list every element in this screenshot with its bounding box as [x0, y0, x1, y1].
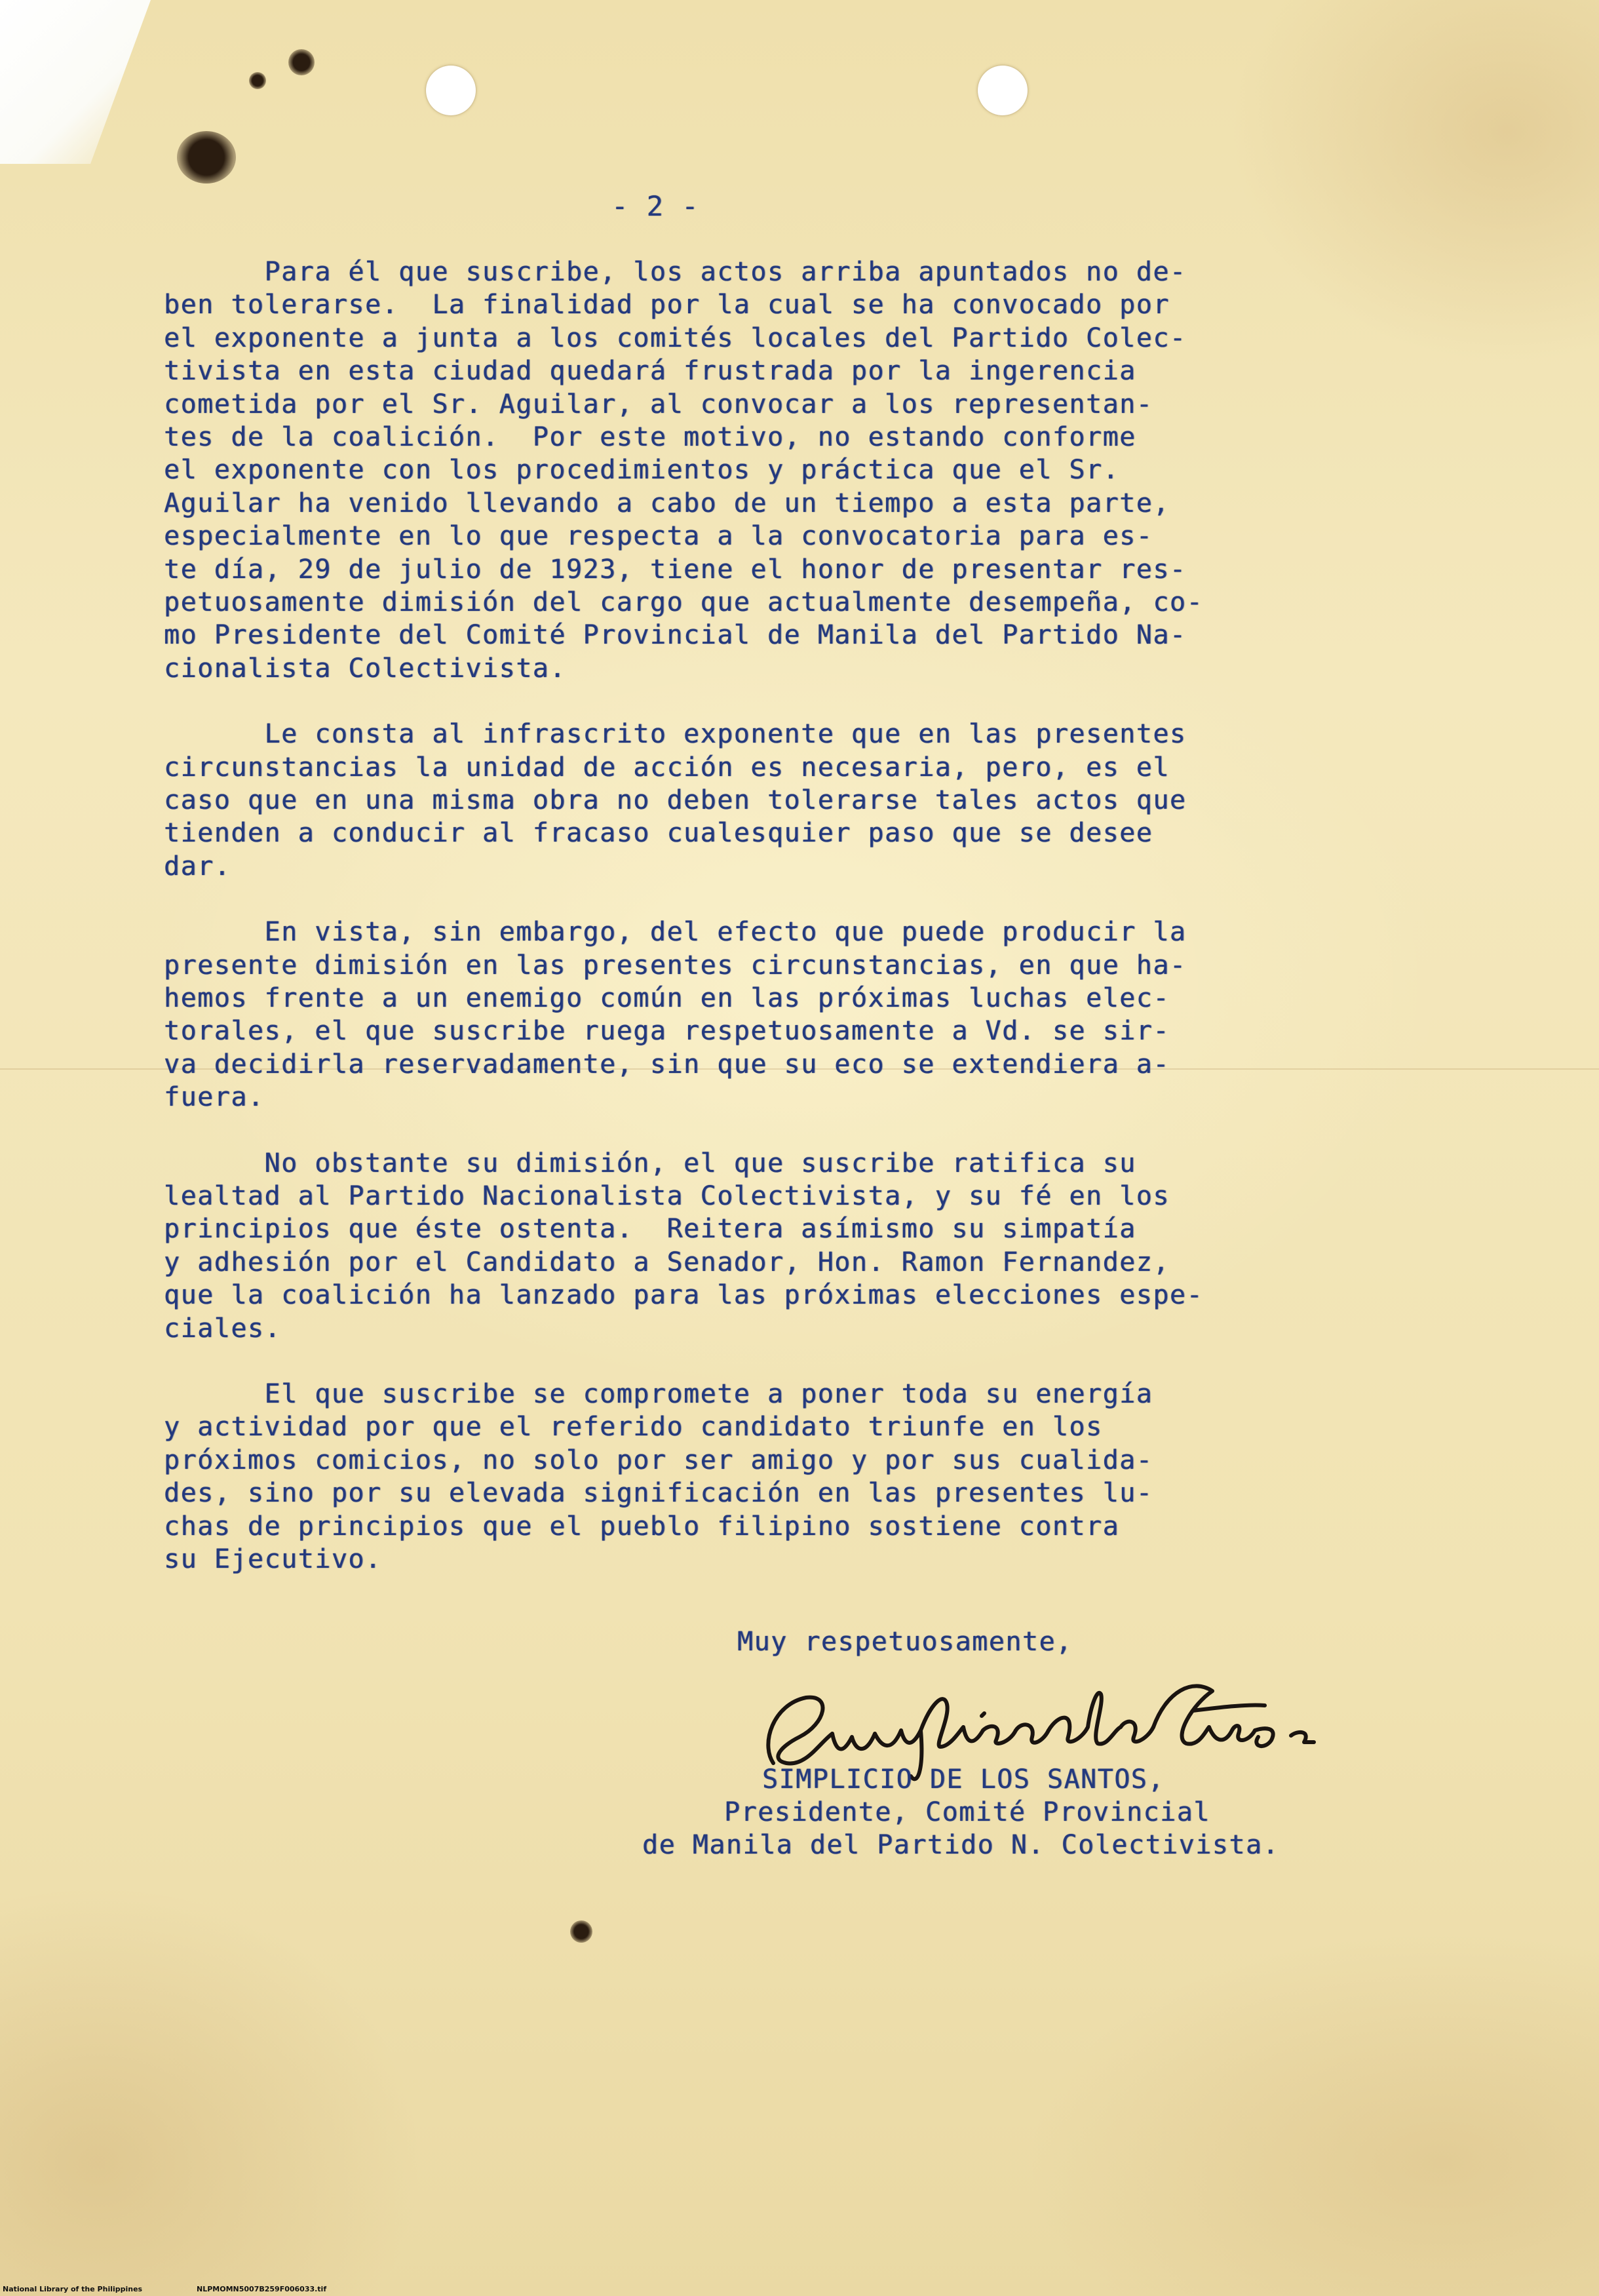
- letter-line: ciales.: [164, 1313, 282, 1344]
- letter-line: principios que éste ostenta. Reitera asímismo su simpatía: [164, 1214, 1136, 1245]
- letter-line: su Ejecutivo.: [164, 1544, 382, 1574]
- letter-line: ben tolerarse. La finalidad por la cual se ha convocado por: [164, 290, 1170, 321]
- letter-line: petuosamente dimisión del cargo que actualmente desempeña, co-: [164, 587, 1204, 617]
- letter-line: El que suscribe se compromete a poner toda su energía: [164, 1379, 1153, 1409]
- ink-spot: [288, 49, 315, 75]
- letter-line: Le consta al infrascrito exponente que en las presentes: [164, 719, 1187, 750]
- letter-line: Aguilar ha venido llevando a cabo de un tiempo a esta parte,: [164, 488, 1170, 518]
- letter-line: y adhesión por el Candidato a Senador, Hon. Ramon Fernandez,: [164, 1247, 1170, 1277]
- letter-line: circunstancias la unidad de acción es necesaria, pero, es el: [164, 752, 1170, 783]
- letter-line: chas de principios que el pueblo filipino sostiene contra: [164, 1511, 1120, 1542]
- signatory-title-line2: de Manila del Partido N. Colectivista.: [642, 1830, 1280, 1860]
- letter-line: tes de la coalición. Por este motivo, no estando conforme: [164, 422, 1136, 452]
- torn-corner: [0, 0, 151, 164]
- letter-line: tivista en esta ciudad quedará frustrada por la ingerencia: [164, 356, 1136, 387]
- letter-line: mo Presidente del Comité Provincial de Manila del Partido Na-: [164, 620, 1187, 651]
- punch-hole-right: [978, 66, 1028, 115]
- letter-line: presente dimisión en las presentes circunstancias, en que ha-: [164, 950, 1187, 981]
- letter-line: En vista, sin embargo, del efecto que puede producir la: [164, 917, 1187, 948]
- letter-line: y actividad por que el referido candidato triunfe en los: [164, 1412, 1103, 1443]
- ink-stain: [177, 131, 236, 184]
- letter-line: próximos comicios, no solo por ser amigo y por sus cualida-: [164, 1445, 1153, 1475]
- letter-line: caso que en una misma obra no deben tolerarse tales actos que: [164, 785, 1187, 815]
- letter-line: te día, 29 de julio de 1923, tiene el honor de presentar res-: [164, 554, 1187, 585]
- letter-body: [164, 256, 1442, 1632]
- letter-line: fuera.: [164, 1082, 265, 1113]
- footer-file-id: NLPMOMN5007B259F006033.tif: [197, 2285, 327, 2293]
- letter-line: torales, el que suscribe ruega respetuosamente a Vd. se sir-: [164, 1016, 1170, 1047]
- letter-line: va decidirla reservadamente, sin que su eco se extendiera a-: [164, 1049, 1170, 1080]
- letter-line: Para él que suscribe, los actos arriba apuntados no de-: [164, 257, 1187, 287]
- letter-line: hemos frente a un enemigo común en las próximas luchas elec-: [164, 983, 1170, 1013]
- letter-line: dar.: [164, 851, 231, 882]
- letter-line: lealtad al Partido Nacionalista Colectivista, y su fé en los: [164, 1181, 1170, 1211]
- letter-line: que la coalición ha lanzado para las próximas elecciones espe-: [164, 1280, 1204, 1311]
- ink-spot: [570, 1920, 592, 1943]
- letter-line: tienden a conducir al fracaso cualesquier paso que se desee: [164, 818, 1153, 849]
- letter-line: especialmente en lo que respecta a la convocatoria para es-: [164, 521, 1153, 552]
- letter-line: No obstante su dimisión, el que suscribe ratifica su: [164, 1148, 1136, 1178]
- letter-line: cometida por el Sr. Aguilar, al convocar a los representan-: [164, 389, 1153, 419]
- footer-library: National Library of the Philippines: [3, 2285, 143, 2293]
- signatory-name: SIMPLICIO DE LOS SANTOS,: [762, 1764, 1165, 1795]
- closing-salutation: Muy respetuosamente,: [737, 1627, 1073, 1657]
- letter-line: des, sino por su elevada significación en las presentes lu-: [164, 1478, 1153, 1509]
- signatory-title-line1: Presidente, Comité Provincial: [724, 1797, 1210, 1827]
- letter-line: cionalista Colectivista.: [164, 653, 566, 684]
- page-number: - 2 -: [611, 190, 699, 222]
- punch-hole-left: [426, 66, 476, 115]
- letter-line: el exponente con los procedimientos y práctica que el Sr.: [164, 455, 1120, 486]
- letter-line: el exponente a junta a los comités locales del Partido Colec-: [164, 322, 1187, 353]
- ink-spot: [249, 72, 266, 89]
